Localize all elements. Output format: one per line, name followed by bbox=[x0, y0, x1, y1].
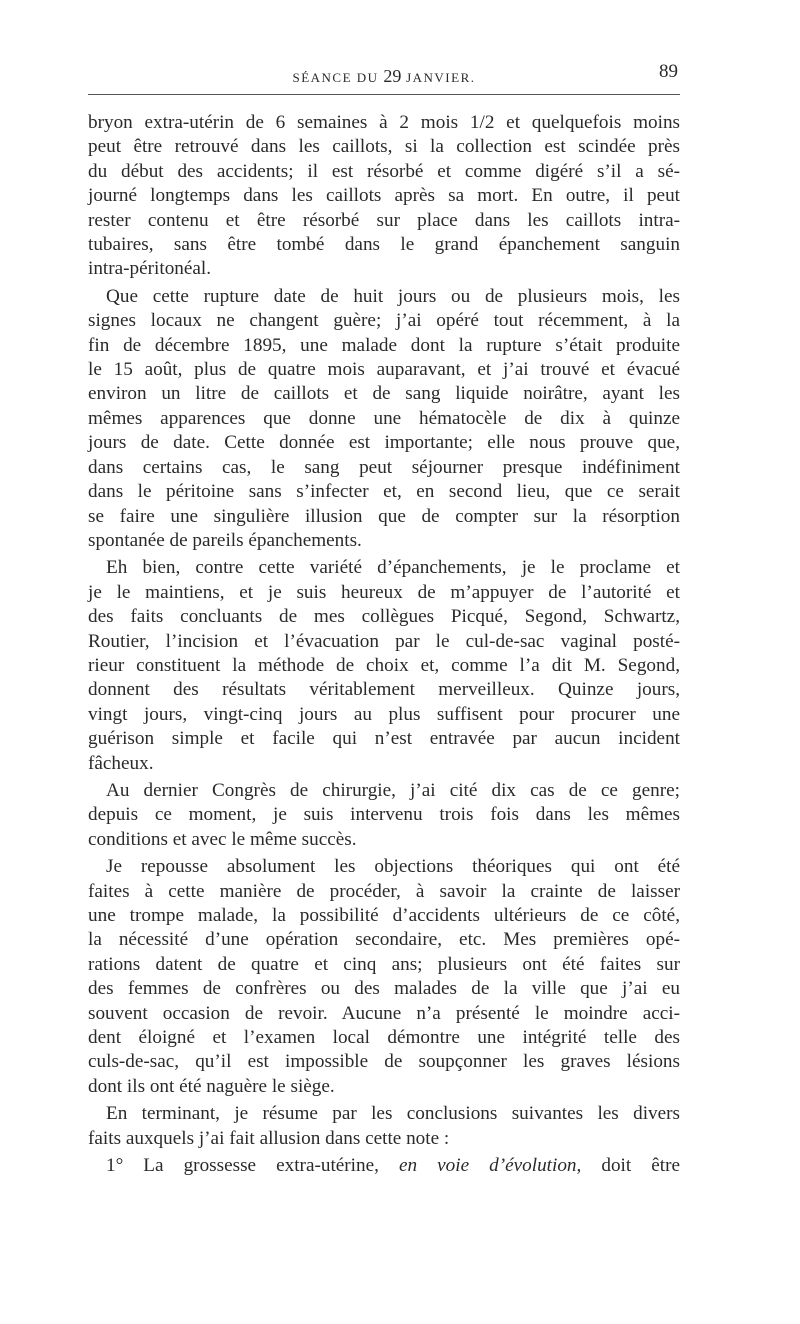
running-title bbox=[88, 66, 680, 87]
text-line: signes locaux ne changent guère; j’ai opéré tout récemment, à la bbox=[88, 310, 680, 332]
text-line: donnent des résultats véritablement merveilleux. Quinze jours, bbox=[88, 679, 680, 701]
paragraph bbox=[88, 855, 680, 1099]
page-number: 89 bbox=[659, 61, 678, 82]
text-line: souvent occasion de revoir. Aucune n’a présenté le moindre acci- bbox=[88, 1002, 680, 1024]
text-line-final bbox=[88, 1154, 680, 1178]
text-line: fâcheux. bbox=[88, 752, 154, 774]
text-line: je le maintiens, et je suis heureux de m’appuyer de l’autorité et bbox=[88, 581, 680, 603]
running-title-month: JANVIER. bbox=[401, 70, 476, 85]
text-line: dent éloigné et l’examen local démontre une intégrité telle des bbox=[88, 1027, 680, 1049]
text-line: du début des accidents; il est résorbé et comme digéré s’il a sé- bbox=[88, 160, 680, 182]
paragraph bbox=[88, 1102, 680, 1151]
text-line: faits auxquels j’ai fait allusion dans cette note : bbox=[88, 1127, 450, 1149]
text-line: peut être retrouvé dans les caillots, si la collection est scindée près bbox=[88, 136, 680, 158]
final-line-end: , doit être bbox=[576, 1155, 681, 1177]
running-title-date: 29 bbox=[383, 66, 402, 86]
text-line: spontanée de pareils épanchements. bbox=[88, 529, 362, 551]
text-line: rester contenu et être résorbé sur place dans les caillots intra- bbox=[88, 209, 680, 231]
text-line: depuis ce moment, je suis intervenu trois fois dans les mêmes bbox=[88, 804, 680, 826]
text-line: fin de décembre 1895, une malade dont la rupture s’était produite bbox=[88, 334, 680, 356]
text-line: rieur constituent la méthode de choix et, comme l’a dit M. Segond, bbox=[88, 654, 680, 676]
body-text bbox=[88, 111, 680, 1178]
final-line-start: 1° La grossesse extra-utérine, bbox=[106, 1155, 399, 1177]
text-line: mêmes apparences que donne une hématocèle de dix à quinze bbox=[88, 407, 680, 429]
paragraph bbox=[88, 111, 680, 282]
text-line: des faits concluants de mes collègues Picqué, Segond, Schwartz, bbox=[88, 606, 680, 628]
text-line: faites à cette manière de procéder, à savoir la crainte de laisser bbox=[88, 880, 680, 902]
text-line: Que cette rupture date de huit jours ou de plusieurs mois, les bbox=[106, 285, 680, 307]
text-line: jours de date. Cette donnée est importante; elle nous prouve que, bbox=[88, 432, 680, 454]
text-line: Au dernier Congrès de chirurgie, j’ai cité dix cas de ce genre; bbox=[106, 779, 680, 801]
text-line: une trompe malade, la possibilité d’accidents ultérieurs de ce côté, bbox=[88, 905, 680, 926]
text-line: se faire une singulière illusion que de compter sur la résorption bbox=[88, 505, 680, 527]
text-line: bryon extra-utérin de 6 semaines à 2 mois 1/2 et quelquefois moins bbox=[88, 112, 680, 133]
page-header bbox=[88, 60, 680, 95]
text-line: rations datent de quatre et cinq ans; plusieurs ont été faites sur bbox=[88, 953, 680, 975]
text-line: journé longtemps dans les caillots après sa mort. En outre, il peut bbox=[88, 185, 680, 207]
text-line: culs-de-sac, qu’il est impossible de soupçonner les graves lésions bbox=[88, 1051, 680, 1073]
text-line: guérison simple et facile qui n’est entravée par aucun incident bbox=[88, 728, 680, 750]
text-line: Routier, l’incision et l’évacuation par le cul-de-sac vaginal posté- bbox=[88, 630, 680, 652]
paragraph bbox=[88, 285, 680, 553]
text-line: environ un litre de caillots et de sang liquide noirâtre, ayant les bbox=[88, 383, 680, 405]
text-line: tubaires, sans être tombé dans le grand épanchement sanguin bbox=[88, 234, 680, 256]
text-line: Eh bien, contre cette variété d’épanchements, je le proclame et bbox=[106, 557, 680, 579]
paragraph bbox=[88, 779, 680, 852]
text-line: la nécessité d’une opération secondaire, etc. Mes premières opé- bbox=[88, 929, 680, 951]
text-line: Je repousse absolument les objections théoriques qui ont été bbox=[106, 856, 680, 878]
text-line: le 15 août, plus de quatre mois auparavant, et j’ai trouvé et évacué bbox=[88, 359, 680, 381]
text-line: vingt jours, vingt-cinq jours au plus suffisent pour procurer une bbox=[88, 703, 680, 725]
paragraph bbox=[88, 556, 680, 776]
text-line: des femmes de confrères ou des malades de la ville que j’ai eu bbox=[88, 978, 680, 1000]
text-line: dont ils ont été naguère le siège. bbox=[88, 1075, 335, 1097]
text-line: En terminant, je résume par les conclusions suivantes les divers bbox=[106, 1103, 680, 1125]
final-line-italic: en voie d’évolution bbox=[398, 1155, 577, 1177]
text-line: dans certains cas, le sang peut séjourner presque indéfiniment bbox=[88, 456, 680, 478]
text-line: intra-péritonéal. bbox=[88, 258, 212, 280]
text-line: dans le péritoine sans s’infecter et, en second lieu, que ce serait bbox=[88, 481, 680, 503]
running-title-text: SÉANCE DU bbox=[292, 70, 384, 85]
text-line: conditions et avec le même succès. bbox=[88, 828, 357, 850]
